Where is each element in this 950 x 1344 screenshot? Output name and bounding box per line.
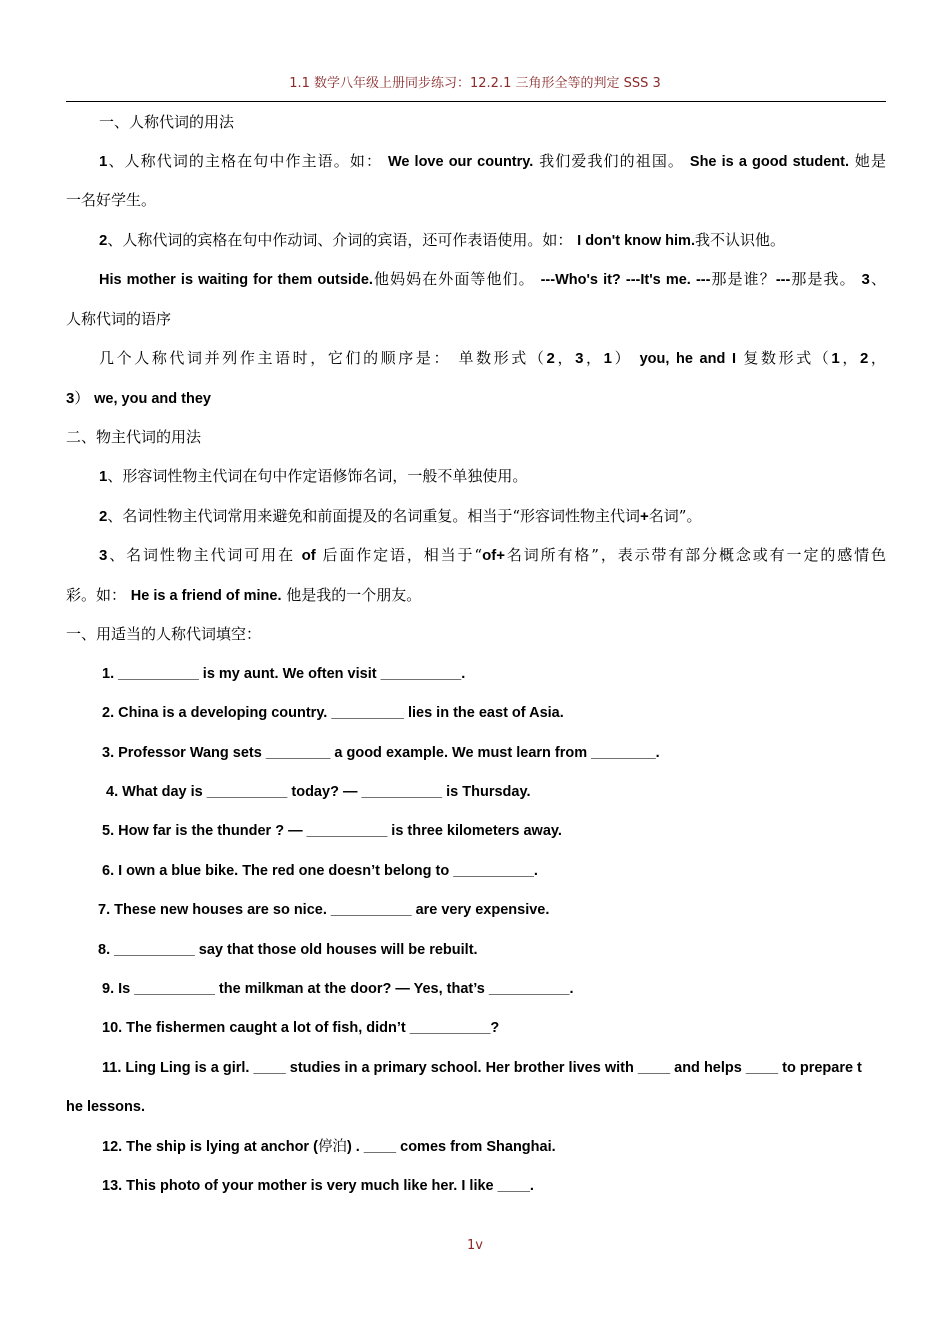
s1-paragraph-1-cont: 一名好学生。: [66, 191, 157, 209]
question-8: 8. __________ say that those old houses will be rebuilt.: [98, 942, 478, 958]
s2-paragraph-3-cont: 彩。如： He is a friend of mine. 他是我的一个朋友。: [66, 586, 422, 604]
page-header: 1.1 数学八年级上册同步练习：12.2.1 三角形全等的判定 SSS 3: [289, 76, 661, 91]
s2-paragraph-3: 3、名词性物主代词可用在 of 后面作定语，相当于“of+名词所有格”，表示带有部分概念或有一定的感情色: [99, 546, 886, 564]
page-number: 1v: [467, 1238, 483, 1253]
question-7: 7. These new houses are so nice. __________ are very expensive.: [98, 902, 550, 918]
section-1-title: 一、人称代词的用法: [99, 113, 235, 131]
question-11-cont: he lessons.: [66, 1099, 145, 1115]
question-2: 2. China is a developing country. _________ lies in the east of Asia.: [102, 705, 564, 721]
question-4: 4. What day is __________ today? — __________ is Thursday.: [106, 784, 531, 800]
s1-paragraph-3-cont: 3） we, you and they: [66, 389, 211, 407]
s1-paragraph-1: 1、人称代词的主格在句中作主语。如： We love our country. 我们爱我们的祖国。 She is a good student. 她是: [99, 152, 886, 170]
question-3: 3. Professor Wang sets ________ a good example. We must learn from ________.: [102, 745, 660, 761]
question-5: 5. How far is the thunder ? — __________ is three kilometers away.: [102, 823, 562, 839]
section-2-title: 二、物主代词的用法: [66, 428, 202, 446]
s2-paragraph-2: 2、名词性物主代词常用来避免和前面提及的名词重复。相当于“形容词性物主代词+名词”。: [99, 507, 702, 525]
s2-paragraph-1: 1、形容词性物主代词在句中作定语修饰名词，一般不单独使用。: [99, 467, 528, 485]
header-divider: [66, 101, 886, 102]
question-13: 13. This photo of your mother is very much like her. I like ____.: [102, 1178, 534, 1194]
s1-paragraph-2-cont: 人称代词的语序: [66, 310, 172, 328]
question-1: 1. __________ is my aunt. We often visit __________.: [102, 666, 466, 682]
exercise-title: 一、用适当的人称代词填空：: [66, 625, 262, 643]
s1-paragraph-2: 2、人称代词的宾格在句中作动词、介词的宾语，还可作表语使用。如： I don't know him.我不认识他。: [99, 231, 785, 249]
question-6: 6. I own a blue bike. The red one doesn’t belong to __________.: [102, 863, 538, 879]
s1-paragraph-2-line2: His mother is waiting for them outside.他妈妈在外面等他们。 ---Who's it? ---It's me. ---那是谁？---那是我。 3、: [99, 270, 886, 288]
question-11: 11. Ling Ling is a girl. ____ studies in a primary school. Her brother lives with ____ and helps ____ to prepare t: [102, 1060, 862, 1076]
question-9: 9. Is __________ the milkman at the door? — Yes, that’s __________.: [102, 981, 574, 997]
question-10: 10. The fishermen caught a lot of fish, didn’t __________?: [102, 1020, 500, 1036]
question-12: 12. The ship is lying at anchor (停泊) . ____ comes from Shanghai.: [102, 1139, 556, 1155]
s1-paragraph-3: 几个人称代词并列作主语时，它们的顺序是： 单数形式（2，3，1） you, he and I 复数形式（1，2，: [99, 349, 886, 367]
